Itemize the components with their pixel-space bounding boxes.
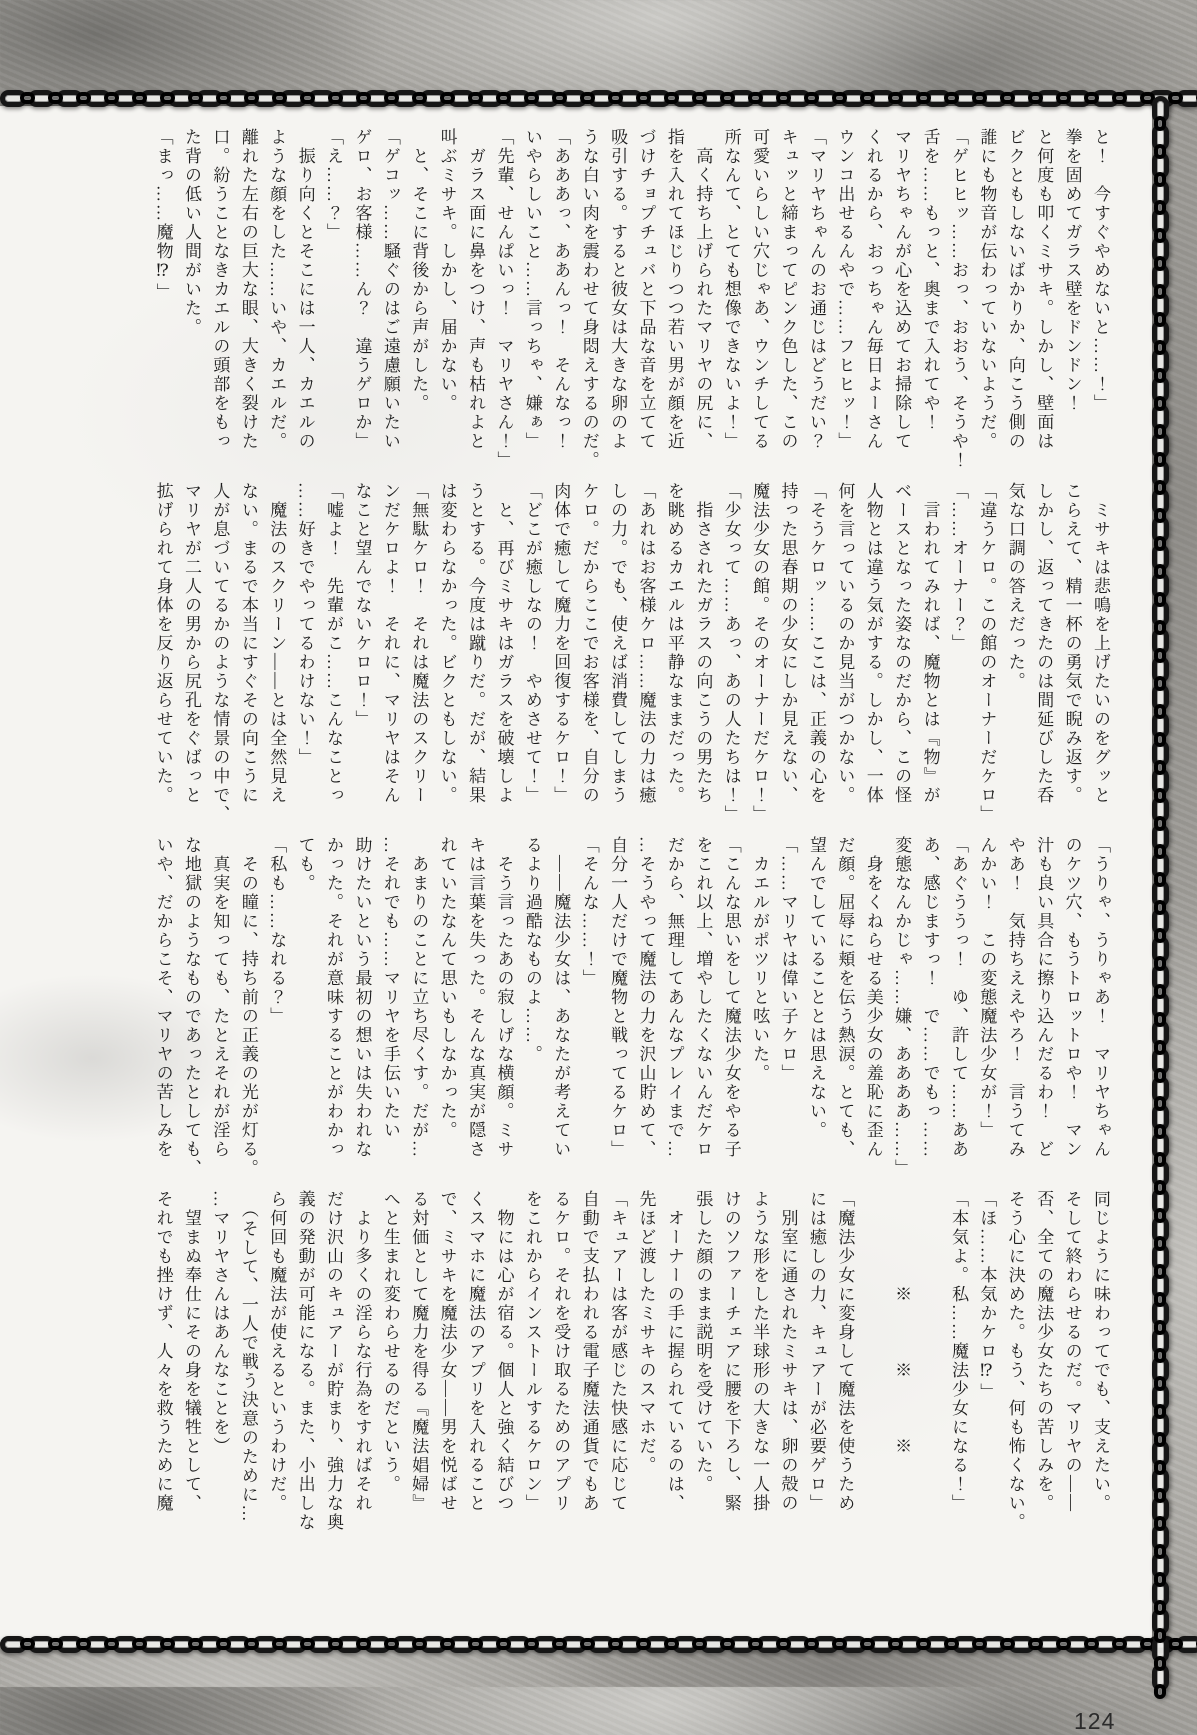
chain-link-icon [1084,92,1099,104]
text-column: 言われてみれば、魔物とは『物』が [920,482,940,805]
text-column: そう言ったあの寂しげな横顔。ミサ [494,836,514,1159]
chain-link-icon [384,1638,399,1650]
text-column: 「あれはお客様ケロ……魔法の力は癒 [636,482,656,805]
text-column: だから、無理してあんなプレイまで… [664,836,684,1159]
chain-link-icon [20,1638,35,1650]
text-column: 変態なんかじゃ……嫌、ああああ……」 [892,836,912,1178]
chain-link-icon [1000,92,1015,104]
chain-link-icon [1154,1236,1166,1251]
text-column: る対価として魔力を得る『魔法娼婦』 [409,1190,429,1513]
text-column: マリヤが二人の男から尻孔をぐばっと [182,482,201,805]
text-column: そう心に決めた。もう、何も怖くない。 [1005,1190,1025,1532]
chain-link-icon [832,92,847,104]
text-column: うとする。今度は蹴りだ。だが、結果 [466,482,486,805]
chain-link-icon [804,1638,819,1650]
text-column: 拡げられて身体を反り返らせていた。 [153,482,173,805]
chain-link-icon [244,92,259,104]
chain-link-icon [188,1638,203,1650]
chain-link-icon [356,92,371,104]
text-column: な地獄のようなものであったとしても、 [182,836,201,1178]
text-column: 誰にも物音が伝わっていないようだ。 [977,128,997,451]
page-number: 124 [1074,1708,1116,1734]
text-column: キは言葉を失った。そんな真実が隠さ [466,836,486,1159]
text-column: れていたなんて思いもしなかった。 [437,836,457,1140]
chain-link-icon [1154,1152,1166,1167]
text-column: づけチョプチュバと下品な音を立てて [636,128,656,451]
text-column: 望まぬ奉仕にその身を犠牲として、 [182,1190,201,1513]
text-column: 「無駄ケロ！ それは魔法のスクリー [409,482,429,805]
text-column: た背の低い人間がいた。 [182,128,201,337]
chain-link-icon [1154,452,1166,467]
chain-link-icon [468,92,483,104]
text-column: あまりのことに立ち尽くす。だが… [409,836,429,1159]
chain-link-icon [1154,872,1166,887]
chain-link-icon [580,1638,595,1650]
text-column: 「私も……なれる？」 [267,836,287,1026]
chain-link-icon [1154,732,1166,747]
chain-link-icon [300,92,315,104]
chain-link-icon [1154,1488,1166,1503]
chain-link-icon [944,1638,959,1650]
text-column: 人物とは違う気がする。しかし、一体 [863,482,883,805]
chain-border-bottom-icon [0,1630,1197,1658]
chain-link-icon [692,92,707,104]
paper-page [0,106,1152,1734]
text-column: 「ゲコッ……騒ぐのはご遠慮願いたい [380,128,400,451]
chain-link-icon [1154,200,1166,215]
chain-link-icon [972,92,987,104]
text-column: 「どこが癒しなの！ やめさせて！」 [522,482,542,805]
chain-link-icon [244,1638,259,1650]
text-column: 物には心が宿る。個人と強く結びつ [494,1190,514,1513]
chain-link-icon [76,92,91,104]
text-column: けのソファーチェアに腰を下ろし、緊 [721,1190,741,1513]
text-column: 「マリヤちゃんのお通じはどうだい？ [806,128,826,451]
text-column: しの力。でも、使えば消費してしまう [608,482,628,805]
chain-link-icon [1154,1628,1166,1643]
chain-link-icon [664,92,679,104]
chain-link-icon [1154,368,1166,383]
text-column: 「嘘よ！ 先輩がこ……こんなことっ [324,482,344,805]
text-column: あ、感じますっ！ で……でもっ…… [920,836,940,1159]
chain-link-icon [916,92,931,104]
chain-link-icon [1084,1638,1099,1650]
chain-link-icon [636,1638,651,1650]
chain-link-icon [1154,1656,1166,1671]
text-column [858,1190,886,1520]
chain-link-icon [1154,592,1166,607]
chain-link-icon [1154,228,1166,243]
text-column: ……好きでやってるわけない！」 [295,482,315,767]
text-column: 「違うケロ。この館のオーナーだケロ」 [977,482,997,824]
chain-link-icon [132,1638,147,1650]
chain-link-icon [1154,648,1166,663]
text-column: 離れた左右の巨大な眼、大きく裂けた [238,128,258,451]
text-column: ンだケロよ！ それに、マリヤはそん [380,482,400,805]
text-column: キュッと締まってピンク色した、この [778,128,798,451]
chain-link-icon [1154,424,1166,439]
text-column: ような顔をした……いや、カエルだ。 [267,128,287,451]
text-column: 望んでしていることとは思えない。 [806,836,826,1140]
text-column: 汁も良い具合に擦り込んだるわ！ ど [1034,836,1054,1159]
chain-link-icon [608,1638,623,1650]
text-column: には癒しの力、キュアーが必要ゲロ」 [806,1190,826,1513]
text-column: 「うりゃ、うりゃあ！ マリヤちゃん [1091,836,1110,1159]
chain-link-icon [1154,1460,1166,1475]
text-band-4 [148,1190,1114,1532]
chain-link-icon [1154,172,1166,187]
text-column: いや、だからこそ、マリヤの苦しみを [153,836,173,1159]
chain-link-icon [1154,1432,1166,1447]
chain-link-icon [188,92,203,104]
chain-link-icon [1154,928,1166,943]
chain-link-icon [104,1638,119,1650]
text-band-3 [148,836,1114,1178]
text-column: 魔法のスクリーン――とは全然見え [267,482,287,805]
chain-link-icon [300,1638,315,1650]
text-column: だけ沢山のキュアーが貯まり、強力な奥 [324,1190,344,1532]
text-column: マリヤちゃんが心を込めてお掃除して [892,128,912,451]
text-column: 所なんて、とても想像できないよ！」 [721,128,741,451]
chain-link-icon [1154,1096,1166,1111]
chain-link-icon [524,92,539,104]
novel-text-block [148,128,1114,1544]
chain-link-icon [1154,564,1166,579]
chain-link-icon [1154,1292,1166,1307]
chain-link-icon [496,92,511,104]
chain-link-icon [1154,760,1166,775]
text-band-2 [148,482,1114,824]
chain-link-icon [1154,1404,1166,1419]
text-column: をこれからインストールするケロン」 [522,1190,542,1513]
chain-link-icon [860,1638,875,1650]
chain-link-icon [1056,92,1071,104]
chain-link-icon [888,92,903,104]
text-column: 真実を知っても、たとえそれが淫ら [210,836,230,1159]
chain-link-icon [216,92,231,104]
text-column: かった。それが意味することがわかっ [324,836,344,1159]
chain-link-icon [776,92,791,104]
chain-link-icon [1154,704,1166,719]
chain-link-icon [1154,676,1166,691]
text-column: ような形をした半球形の大きな一人掛 [750,1190,770,1513]
chain-link-icon [1154,1376,1166,1391]
text-column: ウンコ出せるんやで……フヒヒッ！」 [835,128,855,451]
text-column: そして終わらせるのだ。マリヤの―― [1062,1190,1082,1513]
chain-link-icon [356,1638,371,1650]
text-column: 否、全ての魔法少女たちの苦しみを。 [1034,1190,1054,1513]
text-column: 別室に通されたミサキは、卵の殻の [778,1190,798,1513]
text-column: 肉体で癒して魔力を回復するケロ！」 [551,482,571,805]
text-column: ガラス面に鼻をつけ、声も枯れよと [466,128,486,451]
text-column: 自分一人だけで魔物と戦ってるケロ」 [608,836,628,1159]
chain-link-icon [1056,1638,1071,1650]
text-column: しかし、返ってきたのは間延びした呑 [1034,482,1054,805]
text-column: 気な口調の答えだった。 [1005,482,1025,691]
text-column: ベースとなった姿なのだから、この怪 [892,482,912,805]
text-column: いやらしいこと……言っちゃ、嫌ぁ」 [522,128,542,451]
chain-link-icon [468,1638,483,1650]
text-column: 拳を固めてガラス壁をドンドン！ [1062,128,1082,413]
text-column: るケロ。それを受け取るためのアプリ [551,1190,571,1513]
text-column: …それでも……マリヤを手伝いたい [380,836,400,1140]
text-column: 「先輩、せんぱいっ！ マリヤさん！」 [494,128,514,470]
text-column: で、ミサキを魔法少女――男を悦ばせ [437,1190,457,1513]
chain-link-icon [1028,1638,1043,1650]
chain-link-icon [48,92,63,104]
text-column: るより過酷なものよ……。 [522,836,542,1064]
chain-link-icon [664,1638,679,1650]
chain-link-icon [1154,984,1166,999]
text-column: 振り向くとそこには一人、カエルの [295,128,315,451]
chain-link-icon [48,1638,63,1650]
chain-link-icon [888,1638,903,1650]
text-column: 舌を……もっと、奥まで入れてや！ [920,128,940,432]
chain-link-icon [1168,1638,1183,1650]
chain-link-icon [160,1638,175,1650]
text-column: と！ 今すぐやめないと……！」 [1091,128,1110,413]
chain-link-icon [76,1638,91,1650]
text-column: 「本気よ。私……魔法少女になる！」 [948,1190,968,1513]
text-column: …そうやって魔法の力を沢山貯めて、 [636,836,656,1159]
chain-link-icon [804,92,819,104]
chain-link-icon [832,1638,847,1650]
text-column: と、再びミサキはガラスを破壊しよ [494,482,514,805]
text-column: 高く持ち上げられたマリヤの尻に、 [693,128,713,451]
text-column: 身をくねらせる美少女の羞恥に歪ん [863,836,883,1159]
chain-link-icon [524,1638,539,1650]
text-column: こらえて、精一杯の勇気で睨み返す。 [1062,482,1082,805]
chain-link-icon [1154,816,1166,831]
text-column: ミサキは悲鳴を上げたいのをグッと [1091,482,1110,805]
text-column: （そして、一人で戦う決意のために… [238,1190,258,1524]
text-column: ない。まるで本当にすぐその向こうに [238,482,258,805]
chain-link-icon [1154,1516,1166,1531]
text-column: 「魔法少女に変身して魔法を使うため [835,1190,855,1513]
chain-link-icon [1154,116,1166,131]
chain-link-icon [916,1638,931,1650]
chain-link-icon [1154,1544,1166,1559]
text-column: のケツ穴、もうトロットロや！ マン [1062,836,1082,1159]
text-column: ※ ※ ※ [892,1190,912,1456]
chain-link-icon [776,1638,791,1650]
chain-link-icon [1000,1638,1015,1650]
chain-link-icon [552,92,567,104]
text-column: くれるから、おっちゃん毎日よーさん [863,128,883,451]
chain-link-icon [440,92,455,104]
chain-link-icon [580,92,595,104]
text-column: それでも挫けず、人々を救うために魔 [153,1190,173,1513]
chain-link-icon [1154,1320,1166,1335]
chain-link-icon [496,1638,511,1650]
chain-link-icon [216,1638,231,1650]
text-column: と何度も叩くミサキ。しかし、壁面は [1034,128,1054,451]
text-column [915,1190,943,1520]
text-column: 張した顔のまま説明を受けていた。 [693,1190,713,1494]
chain-link-icon [720,1638,735,1650]
text-column: カエルがポツリと呟いた。 [750,836,770,1083]
text-column: 「そんな……！」 [579,836,599,988]
chain-link-icon [1154,1684,1166,1699]
text-column: くスマホに魔法のアプリを入れること [466,1190,486,1513]
text-column: …マリヤさんはあんなことを） [210,1190,230,1456]
chain-link-icon [608,92,623,104]
chain-link-icon [1154,1600,1166,1615]
chain-link-icon [412,1638,427,1650]
text-column: やあ！ 気持ちええやろ！ 言うてみ [1005,836,1025,1159]
text-column: 持った思春期の少女にしか見えない、 [778,482,798,805]
chain-link-icon [972,1638,987,1650]
chain-link-icon [1154,1180,1166,1195]
text-column: 「あああっ、ああんっ！ そんなっ！ [551,128,571,451]
chain-link-icon [1154,1572,1166,1587]
chain-link-icon [384,92,399,104]
text-column: ――魔法少女は、あなたが考えてい [551,836,571,1159]
chain-link-icon [1112,1638,1127,1650]
text-column: うな白い肉を震わせて身悶えするのだ。 [579,128,599,470]
text-column: ても。 [295,836,315,893]
chain-link-icon [1154,508,1166,523]
text-column: 指を入れてほじりつつ若い男が顔を近 [664,128,684,451]
text-column: ケロ。だからここでお客様を、自分の [579,482,599,805]
text-column: 「……オーナー？」 [948,482,968,653]
text-column: 吸引する。すると彼女は大きな卵のよ [608,128,628,451]
chain-border-top-icon [0,84,1197,112]
text-column: ゲロ、お客様……ん？ 違うゲロか」 [352,128,372,451]
chain-link-icon [1154,956,1166,971]
text-column: 先ほど渡したミサキのスマホだ。 [636,1190,656,1475]
chain-link-icon [1154,284,1166,299]
text-column: 指さされたガラスの向こうの男たち [693,482,713,805]
text-column: 可愛いらしい穴じゃあ、ウンチしてる [750,128,770,451]
chain-link-icon [860,92,875,104]
text-column: 同じように味わってでも、支えたい。 [1091,1190,1110,1513]
chain-link-icon [1154,1040,1166,1055]
chain-link-icon [272,92,287,104]
text-column: 「まっ……魔物⁉」 [153,128,173,302]
chain-link-icon [1154,900,1166,915]
text-column: 「少女って……あっ、あの人たちは！」 [721,482,741,824]
text-column: は変わらなかった。ビクともしない。 [437,482,457,805]
text-column: 叫ぶミサキ。しかし、届かない。 [437,128,457,413]
chain-link-icon [748,1638,763,1650]
chain-link-icon [692,1638,707,1650]
text-column: 「ほ……本気かケロ⁉」 [977,1190,997,1402]
text-column: だ顔。屈辱に頬を伝う熱涙。とても、 [835,836,855,1159]
text-column: 助けたいという最初の想いは失われな [352,836,372,1159]
text-band-1 [148,128,1114,470]
chain-link-icon [1112,92,1127,104]
chain-link-icon [1154,1012,1166,1027]
chain-link-icon [1154,144,1166,159]
chain-link-icon [1028,92,1043,104]
text-column: ら何回も魔法が使えるというわけだ。 [267,1190,287,1513]
text-column: なこと望んでないケロロ！」 [352,482,372,729]
text-column: 自動で支払われる電子魔法通貨でもあ [579,1190,599,1513]
chain-link-icon [328,92,343,104]
text-column: 口。紛うことなきカエルの頭部をもっ [210,128,230,451]
text-column: をこれ以上、増やしたくないんだケロ [693,836,713,1159]
text-column: 人が息づいてるかのような情景の中で、 [210,482,230,824]
text-column: 「そうケロッ……ここは、正義の心を [806,482,826,805]
chain-link-icon [440,1638,455,1650]
text-column: 「あぐううっ！ ゆ、許して……ああ [948,836,968,1159]
chain-link-icon [1154,312,1166,327]
chain-link-icon [104,92,119,104]
chain-link-icon [748,92,763,104]
chain-link-icon [412,92,427,104]
text-column: 「……マリヤは偉い子ケロ」 [778,836,798,1083]
text-column: 「え……？」 [324,128,344,242]
text-column: オーナーの手に握られているのは、 [664,1190,684,1513]
chain-link-icon [1154,844,1166,859]
text-column: より多くの淫らな行為をすればそれ [352,1190,372,1513]
chain-link-icon [1154,1264,1166,1279]
text-column: を眺めるカエルは平静なままだった。 [664,482,684,805]
text-column: その瞳に、持ち前の正義の光が灯る。 [238,836,258,1178]
chain-link-icon [1154,340,1166,355]
text-column: と、そこに背後から声がした。 [409,128,429,413]
chain-link-icon [272,1638,287,1650]
chain-link-icon [132,92,147,104]
chain-link-icon [1154,396,1166,411]
text-column: 魔法少女の館。そのオーナーだケロ！」 [750,482,770,824]
chain-link-icon [328,1638,343,1650]
chain-link-icon [1154,1068,1166,1083]
chain-link-icon [1154,788,1166,803]
chain-link-icon [1154,1208,1166,1223]
text-column: へと生まれ変わらせるのだという。 [380,1190,400,1494]
chain-link-icon [1154,256,1166,271]
chain-link-icon [1154,536,1166,551]
text-column: 何を言っているのか見当がつかない。 [835,482,855,805]
text-column: 「キュアーは客が感じた快感に応じて [608,1190,628,1513]
text-column: 「ゲヒヒッ……おっ、おおう、そうや！ [948,128,968,470]
chain-link-icon [944,92,959,104]
chain-link-icon [20,92,35,104]
text-column: ビクともしないばかりか、向こう側の [1005,128,1025,451]
chain-border-right-icon [1146,96,1174,1636]
chain-link-icon [552,1638,567,1650]
text-column: 義の発動が可能になる。また、小出しな [295,1190,315,1532]
chain-link-icon [1154,1348,1166,1363]
chain-link-icon [1154,1124,1166,1139]
chain-link-icon [160,92,175,104]
chain-link-icon [1154,620,1166,635]
text-column: んかい！ この変態魔法少女が！」 [977,836,997,1140]
chain-link-icon [636,92,651,104]
chain-link-icon [1154,480,1166,495]
text-column: 「こんな思いをして魔法少女をやる子 [721,836,741,1159]
chain-link-icon [720,92,735,104]
